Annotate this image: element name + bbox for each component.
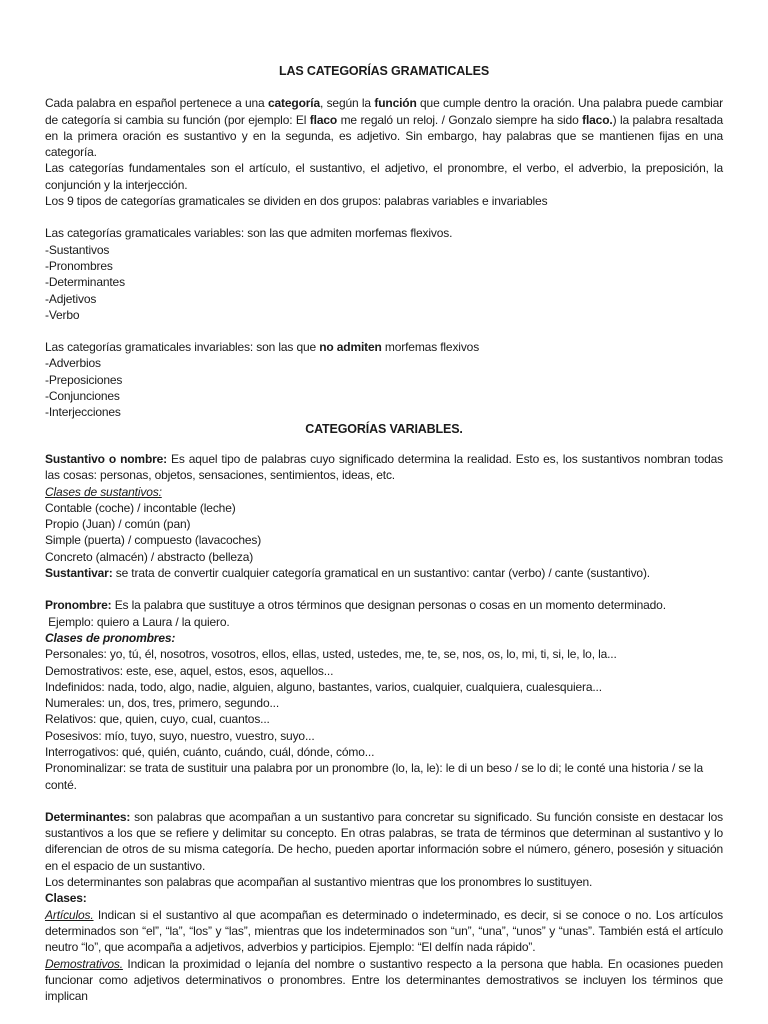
- sustantivar-label: Sustantivar:: [45, 566, 113, 581]
- list-item: Indefinidos: nada, todo, algo, nadie, alguien, alguno, bastantes, varios, cualquier, cualquiera, cualesquiera...: [45, 679, 602, 694]
- variables-list: [45, 242, 723, 323]
- variables-intro: Las categorías gramaticales variables: son las que admiten morfemas flexivos.: [45, 226, 453, 241]
- intro-text: Las categorías gramaticales invariables: son las que: [45, 340, 320, 355]
- determinantes-label: Determinantes:: [45, 809, 131, 824]
- list-item: -Interjecciones: [45, 405, 121, 420]
- intro-paragraph: [45, 95, 723, 160]
- list-item: -Determinantes: [45, 275, 125, 290]
- highlight-flaco: flaco: [309, 112, 338, 127]
- list-item: Concreto (almacén) / abstracto (belleza): [45, 549, 254, 564]
- fundamentales-paragraph: Las categorías fundamentales son el artículo, el sustantivo, el adjetivo, el pronombre, el verbo, el adverbio, la preposición, la conjunción y la interjección.: [45, 161, 723, 192]
- highlight-no-admiten: no admiten: [319, 340, 382, 355]
- articulos-label: Artículos.: [45, 907, 94, 922]
- sustantivo-paragraph: [45, 451, 723, 484]
- invariables-list: [45, 355, 723, 420]
- determinantes-text: son palabras que acompañan a un sustantivo para concretar su significado. Su función consiste en destacar los sustantivos a los que se refiere y delimitar su concepto. En otras palabras, se trata de términos que determinan al sustantivo y lo diferencian de otros de su misma categoría. De hecho, pueden aportar información sobre el número, género, posesión y situación en el espacio de un sustantivo.: [45, 809, 723, 873]
- list-item: -Pronombres: [45, 258, 113, 273]
- list-item: Posesivos: mío, tuyo, suyo, nuestro, vuestro, suyo...: [45, 728, 315, 743]
- demostrativos-label: Demostrativos.: [45, 956, 123, 971]
- sustantivar-paragraph: [45, 565, 723, 581]
- intro-text: Cada palabra en español pertenece a una: [45, 96, 268, 111]
- sustantivo-label: Sustantivo o nombre:: [45, 451, 168, 466]
- pronombre-label: Pronombre:: [45, 598, 112, 613]
- tipos-paragraph: Los 9 tipos de categorías gramaticales se dividen en dos grupos: palabras variables e invariables: [45, 194, 548, 209]
- list-item: Relativos: que, quien, cuyo, cual, cuantos...: [45, 712, 270, 727]
- highlight-flaco: flaco.: [582, 112, 613, 127]
- intro-text: me regaló un reloj. / Gonzalo siempre ha sido: [337, 112, 583, 127]
- pronombre-ejemplo: Ejemplo: quiero a Laura / la quiero.: [45, 614, 230, 629]
- list-item: -Preposiciones: [45, 372, 123, 387]
- determinantes-paragraph: [45, 809, 723, 874]
- demostrativos-text: Indican la proximidad o lejanía del nombre o sustantivo respecto a la persona que habla. En ocasiones pueden funcionar como adjetivos determinativos o pronombres. Entre los determinantes demostrativos se incluyen los términos que implican: [45, 956, 723, 1004]
- list-item: Pronominalizar: se trata de sustituir una palabra por un pronombre (lo, la, le): le di un beso / se lo di; le conté una historia / se la conté.: [45, 761, 703, 792]
- sustantivar-text: se trata de convertir cualquier categoría gramatical en un sustantivo: cantar (verbo) / cante (sustantivo).: [112, 566, 650, 581]
- highlight-categoria: categoría: [267, 96, 320, 111]
- invariables-intro: [45, 339, 723, 355]
- intro-text: morfemas flexivos: [381, 340, 480, 355]
- pronombre-text: Es la palabra que sustituye a otros términos que designan personas o cosas en un momento determinado.: [111, 598, 666, 613]
- clases-label: Clases:: [45, 891, 87, 906]
- demostrativos-paragraph: [45, 956, 723, 1005]
- list-item: Propio (Juan) / común (pan): [45, 517, 191, 532]
- articulos-text: Indican si el sustantivo al que acompañan es determinado o indeterminado, es decir, si se conoce o no. Los artículos determinados son “el”, “la”, “los” y “las”, mientras que los indeterminados son “un”, “una”, “unos” y “unas”. También está el artículo neutro “lo”, que acompaña a adjetivos, adverbios y participios. Ejemplo: “El delfín nada rápido”.: [45, 907, 723, 955]
- section-title-variables: CATEGORÍAS VARIABLES.: [305, 421, 463, 436]
- pronombre-paragraph: [45, 597, 723, 613]
- list-item: Personales: yo, tú, él, nosotros, vosotros, ellos, ellas, usted, ustedes, me, te, se, nos, os, lo, mi, ti, si, le, lo, la...: [45, 647, 617, 662]
- sustantivo-text: Es aquel tipo de palabras cuyo significado determina la realidad. Esto es, los sustantivos nombran todas las cosas: personas, objetos, sensaciones, sentimientos, ideas, etc.: [45, 451, 723, 483]
- clases-sustantivos-label: Clases de sustantivos:: [45, 484, 162, 499]
- articulos-paragraph: [45, 907, 723, 956]
- clases-pronombres-label: Clases de pronombres:: [45, 630, 176, 645]
- list-item: Contable (coche) / incontable (leche): [45, 500, 236, 515]
- list-item: -Adverbios: [45, 356, 101, 371]
- intro-text: , según la: [320, 96, 375, 111]
- document-title: LAS CATEGORÍAS GRAMATICALES: [278, 64, 490, 78]
- list-item: Interrogativos: qué, quién, cuánto, cuándo, cuál, dónde, cómo...: [45, 744, 375, 759]
- list-item: Numerales: un, dos, tres, primero, segundo...: [45, 696, 280, 711]
- determinantes-paragraph-2: Los determinantes son palabras que acompañan al sustantivo mientras que los pronombres lo sustituyen.: [45, 875, 593, 890]
- highlight-funcion: función: [374, 96, 417, 111]
- list-item: -Sustantivos: [45, 242, 110, 257]
- intro-text: que cumple dentro la oración. Una palabra puede cambiar de categoría si cambia su función (por ejemplo: El: [45, 96, 723, 127]
- list-item: -Conjunciones: [45, 389, 120, 404]
- intro-text: ) la palabra resaltada en la primera oración es sustantivo y en la segunda, es adjetivo. Sin embargo, hay palabras que se mantienen fijas en una categoría.: [45, 112, 724, 160]
- list-item: -Adjetivos: [45, 291, 97, 306]
- list-item: Simple (puerta) / compuesto (lavacoches): [45, 533, 262, 548]
- list-item: -Verbo: [45, 307, 80, 322]
- list-item: Demostrativos: este, ese, aquel, estos, esos, aquellos...: [45, 663, 334, 678]
